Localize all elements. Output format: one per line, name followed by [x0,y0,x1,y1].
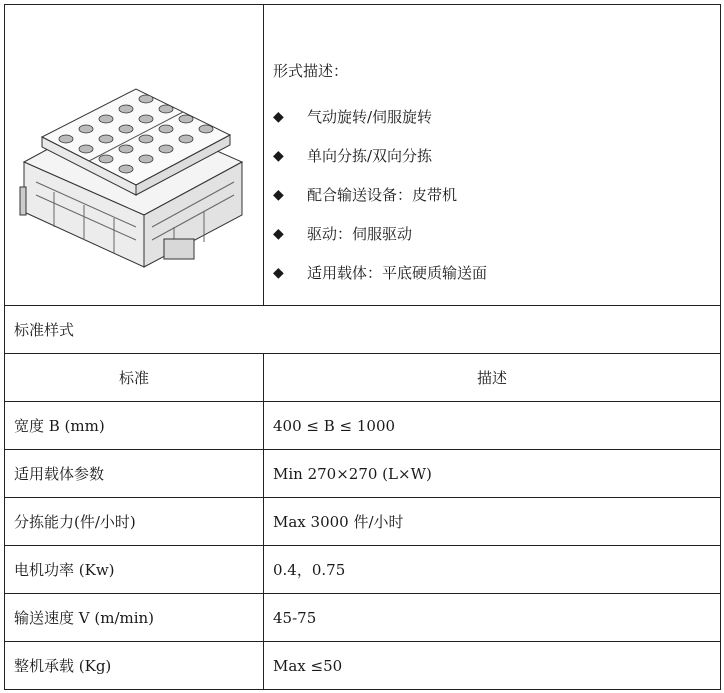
diamond-bullet-icon: ◆ [273,186,284,203]
header-standard: 标准 [5,354,264,402]
row-value: 0.4，0.75 [264,546,721,594]
product-image-cell [5,5,264,306]
table-row [5,594,721,642]
section-title-row [5,306,721,354]
row-value: 400 ≤ B ≤ 1000 [264,402,721,450]
row-value: Max ≤50 [264,642,721,690]
row-label: 电机功率 (Kw) [5,546,264,594]
description-item: ◆ 驱动：伺服驱动 [273,225,413,243]
section-title: 标准样式 [5,306,721,354]
table-row [5,402,721,450]
table-row [5,546,721,594]
description-title: 形式描述： [273,62,349,80]
row-label: 输送速度 V (m/min) [5,594,264,642]
table-row [5,642,721,690]
description-item: ◆ 配合输送设备：皮带机 [273,186,458,204]
row-label: 适用载体参数 [5,450,264,498]
diamond-bullet-icon: ◆ [273,108,284,125]
table-header-row [5,354,721,402]
spec-table [4,4,721,690]
diamond-bullet-icon: ◆ [273,147,284,164]
row-label: 整机承载 (Kg) [5,642,264,690]
sorter-machine-illustration [14,77,254,277]
row-value: Min 270×270 (L×W) [264,450,721,498]
diamond-bullet-icon: ◆ [273,225,284,242]
header-description: 描述 [264,354,721,402]
row-label: 分拣能力(件/小时) [5,498,264,546]
diamond-bullet-icon: ◆ [273,264,284,281]
description-item: ◆ 单向分拣/双向分拣 [273,147,433,165]
row-value: 45-75 [264,594,721,642]
table-row [5,498,721,546]
description-cell [264,5,721,306]
top-row [5,5,721,306]
row-label: 宽度 B (mm) [5,402,264,450]
description-item: ◆ 气动旋转/伺服旋转 [273,108,433,126]
row-value: Max 3000 件/小时 [264,498,721,546]
table-row [5,450,721,498]
description-item: ◆ 适用载体：平底硬质输送面 [273,264,488,282]
